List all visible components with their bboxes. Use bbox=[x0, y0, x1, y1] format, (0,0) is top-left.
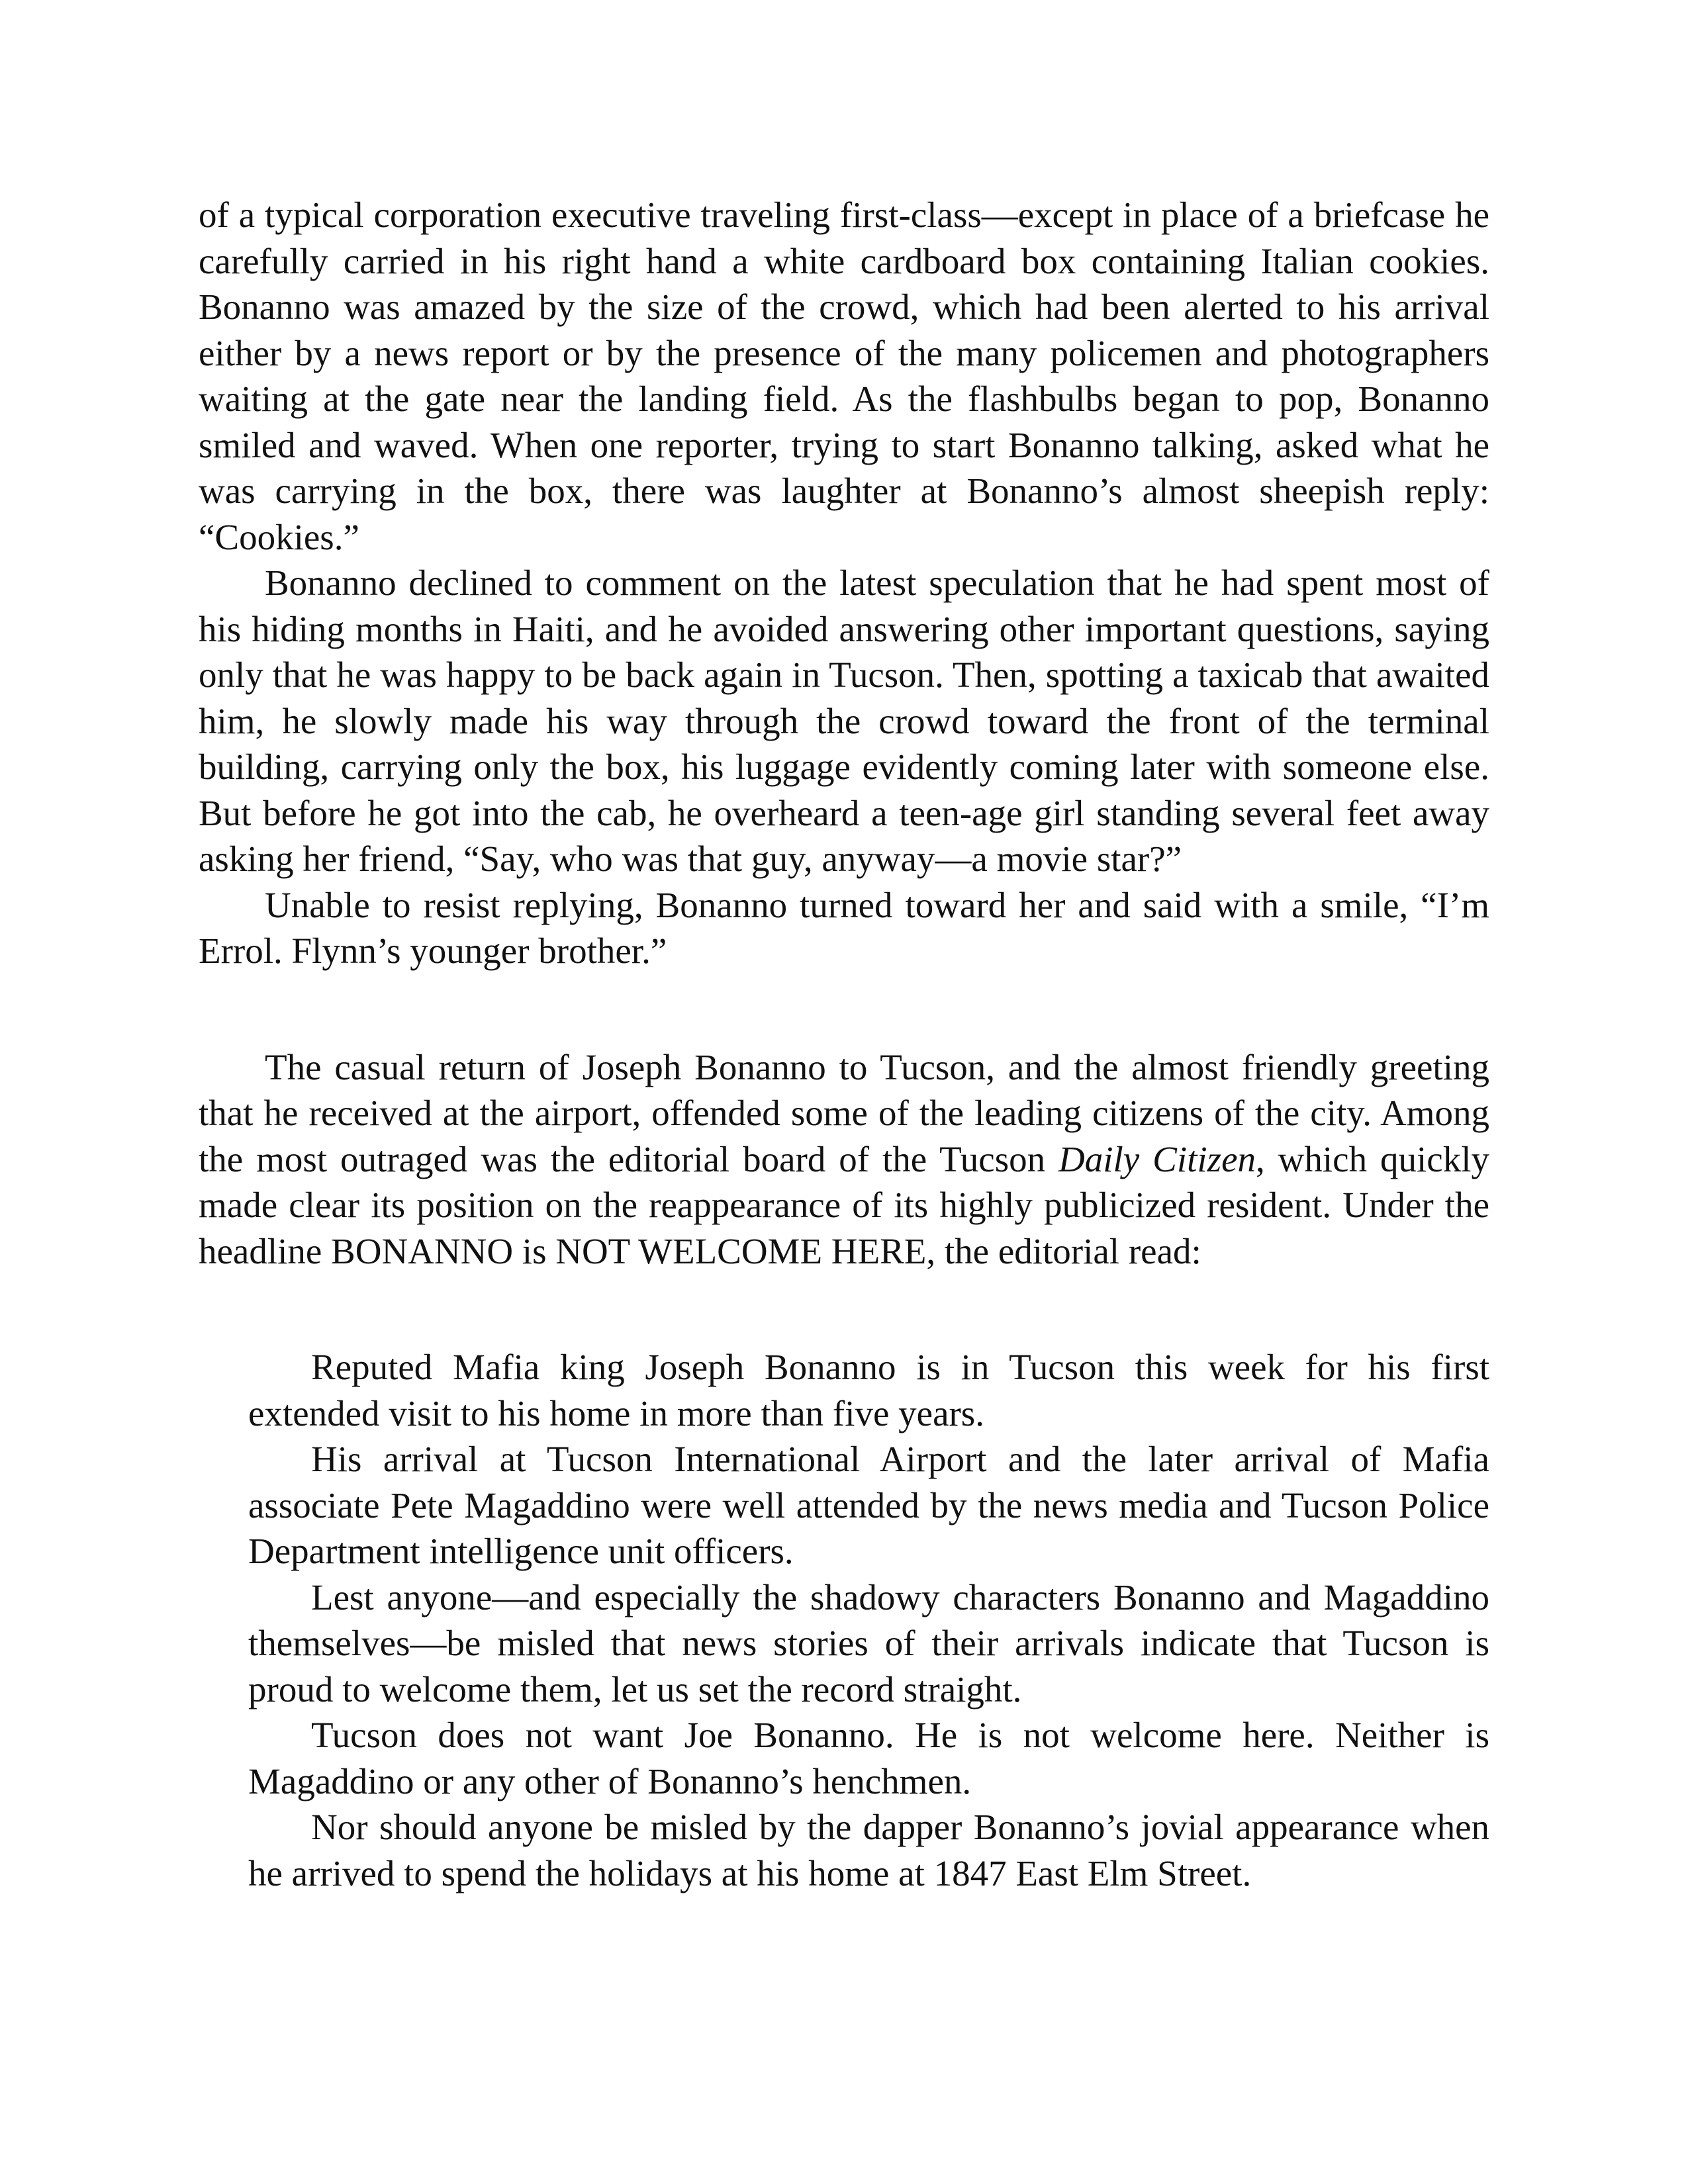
editorial-paragraph-4: Tucson does not want Joe Bonanno. He is not welcome here. Neither is Magaddino or any other of Bonanno’s henchmen. bbox=[248, 1715, 1489, 1801]
book-page bbox=[199, 192, 1489, 1896]
body-paragraph-3: Unable to resist replying, Bonanno turned toward her and said with a smile, “I’m Errol. Flynn’s younger brother.” bbox=[199, 884, 1489, 971]
body-paragraph-1: of a typical corporation executive traveling first-class—except in place of a briefcase he carefully carried in his right hand a white cardboard box containing Italian cookies. Bonanno was amazed by the size of the crowd, which had been alerted to his arrival either by a news report or by the presence of the many policemen and photographers waiting at the gate near the landing field. As the flashbulbs began to pop, Bonanno smiled and waved. When one reporter, trying to start Bonanno talking, asked what he was carrying in the box, there was laughter at Bonanno’s almost sheepish reply: “Cookies.” bbox=[199, 195, 1489, 557]
body-paragraph-2: Bonanno declined to comment on the latest speculation that he had spent most of his hiding months in Haiti, and he avoided answering other important questions, saying only that he was happy to be back again in Tucson. Then, spotting a taxicab that awaited him, he slowly made his way through the crowd toward the front of the terminal building, carrying only the box, his luggage evidently coming later with someone else. But before he got into the cab, he overheard a teen-age girl standing several feet away asking her friend, “Say, who was that guy, anyway—a movie star?” bbox=[199, 563, 1489, 879]
blockquote-spacer bbox=[199, 1274, 1489, 1344]
section-break bbox=[199, 974, 1489, 1044]
editorial-paragraph-2: His arrival at Tucson International Airport and the later arrival of Mafia associate Pete Magaddino were well attended by the news media and Tucson Police Department intelligence unit officers. bbox=[248, 1439, 1489, 1571]
editorial-paragraph-5: Nor should anyone be misled by the dapper Bonanno’s jovial appearance when he arrived to spend the holidays at his home at 1847 East Elm Street. bbox=[248, 1807, 1489, 1893]
body-paragraph-4 bbox=[199, 1044, 1489, 1275]
editorial-paragraph-1: Reputed Mafia king Joseph Bonanno is in Tucson this week for his first extended visit to his home in more than five years. bbox=[248, 1347, 1489, 1433]
editorial-paragraph-3: Lest anyone—and especially the shadowy characters Bonanno and Magaddino themselves—be misled that news stories of their arrivals indicate that Tucson is proud to welcome them, let us set the record straight. bbox=[248, 1576, 1489, 1709]
paragraph-4-text-start: The casual return of Joseph Bonanno to Tucson, and the almost friendly greeting that he received at the airport, offended some of the leading citizens of the city. Among the most outraged was the editorial board of the Tucson bbox=[199, 1046, 1489, 1179]
newspaper-title-italic: Daily Citizen bbox=[1058, 1138, 1256, 1179]
editorial-blockquote bbox=[248, 1344, 1489, 1896]
paragraph-4-text-end: , which quickly made clear its position on the reappearance of its highly publicized resident. Under the headline BONANNO is NOT WELCOME HERE, the editorial read: bbox=[199, 1138, 1489, 1271]
